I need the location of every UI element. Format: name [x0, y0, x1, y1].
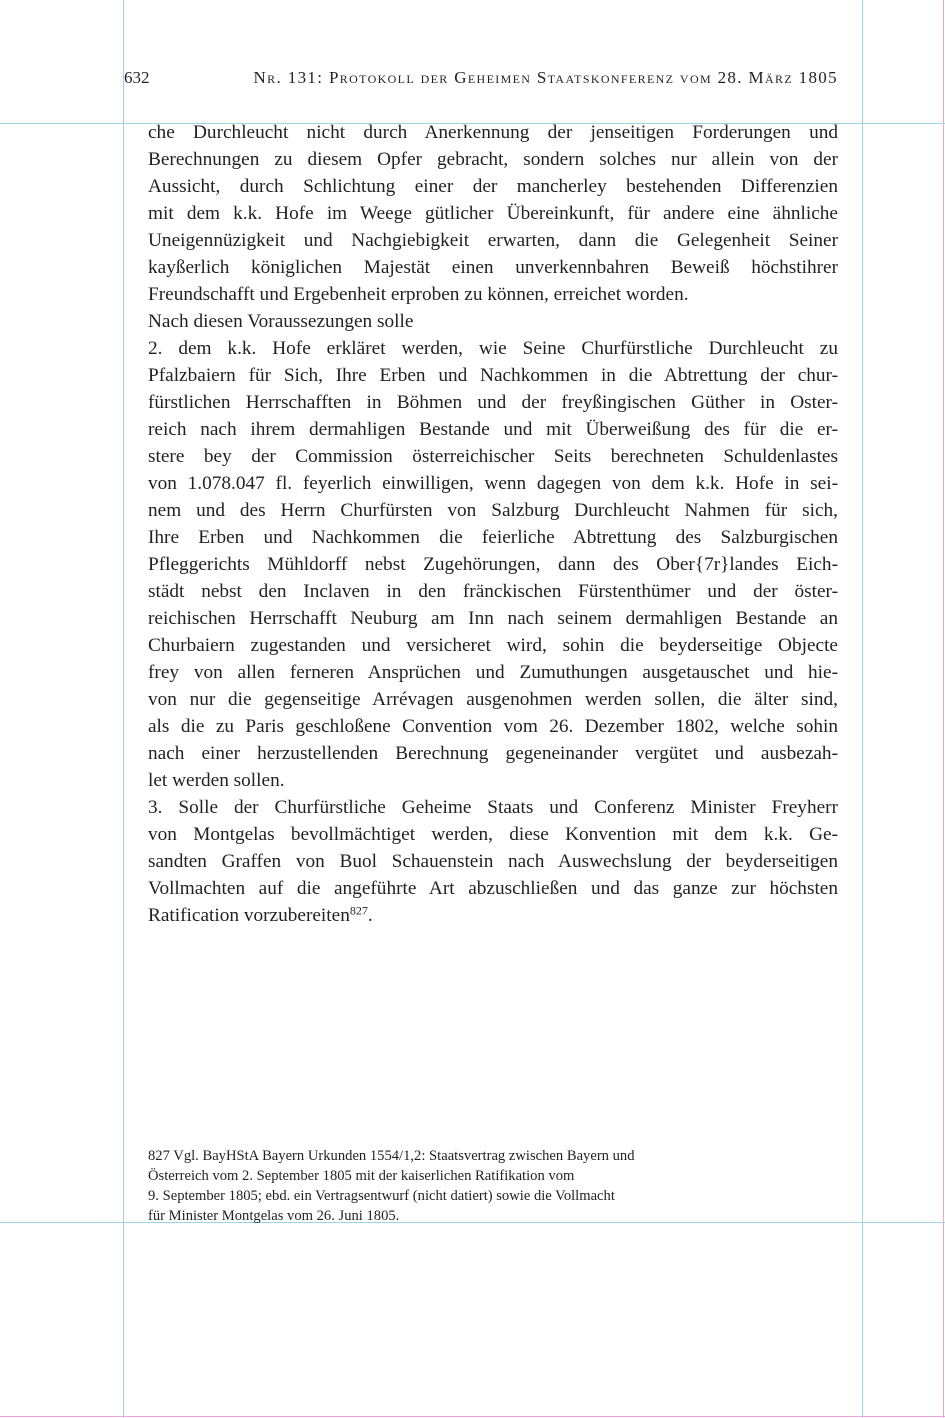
last-line-period: . [367, 905, 373, 926]
text-line: Berechnungen zu diesem Opfer gebracht, sondern solches nur allein von der [148, 149, 838, 170]
text-line: als die zu Paris geschloßene Convention vom 26. Dezember 1802, welche sohin [148, 716, 838, 737]
text-line: Uneigennüzigkeit und Nachgiebigkeit erwarten, dann die Gelegenheit Seiner [148, 230, 838, 251]
text-line: let werden sollen. [148, 770, 285, 791]
text-line: mit dem k.k. Hofe im Weege gütlicher Übereinkunft, für andere eine ähnliche [148, 203, 838, 224]
text-line: Pfalzbaiern für Sich, Ihre Erben und Nachkommen in die Abtrettung der chur- [148, 365, 838, 386]
text-line: fürstlichen Herrschafften in Böhmen und der freyßingischen Güther in Oster- [148, 392, 838, 413]
text-line: reichischen Herrschafft Neuburg am Inn nach seinem dermahligen Bestande an [148, 608, 838, 629]
trim-line-right [943, 0, 944, 1418]
last-line-text: Ratification vorzubereiten [148, 905, 350, 926]
margin-guide-right [862, 0, 863, 1418]
text-line: von nur die gegenseitige Arrévagen ausgenohmen werden sollen, die älter sind, [148, 689, 838, 710]
text-line: 2. dem k.k. Hofe erkläret werden, wie Seine Churfürstliche Durchleucht zu [148, 338, 838, 359]
text-line: Aussicht, durch Schlichtung einer der mancherley bestehenden Differenzien [148, 176, 838, 197]
footnote-line: 9. September 1805; ebd. ein Vertragsentwurf (nicht datiert) sowie die Vollmacht [148, 1188, 615, 1204]
text-line: reich nach ihrem dermahligen Bestande und mit Überweißung des für die er- [148, 419, 838, 440]
text-line: Ihre Erben und Nachkommen die feierliche Abtrettung des Salzburgischen [148, 527, 838, 548]
text-line: nem und des Herrn Churfürsten von Salzburg Durchleucht Nahmen für sich, [148, 500, 838, 521]
footnote-reference: 827 [349, 903, 368, 918]
text-line: sandten Graffen von Buol Schauenstein nach Auswechslung der beyderseitigen [148, 851, 838, 872]
text-line: stere bey der Commission österreichischer Seits berechneten Schuldenlastes [148, 446, 838, 467]
running-head [124, 66, 838, 90]
trim-line-bottom [0, 1416, 945, 1417]
text-line: frey von allen ferneren Ansprüchen und Zumuthungen ausgetauschet und hie- [148, 662, 838, 683]
running-head-title: Nr. 131: Protokoll der Geheimen Staatskonferenz vom 28. März 1805 [253, 68, 838, 87]
text-line: Freundschafft und Ergebenheit erproben zu können, erreichet worden. [148, 284, 689, 305]
text-line-last [148, 902, 838, 929]
body-text [148, 119, 838, 929]
footnote-line: 827 Vgl. BayHStA Bayern Urkunden 1554/1,2: Staatsvertrag zwischen Bayern und [148, 1148, 635, 1164]
footnote-line: für Minister Montgelas vom 26. Juni 1805. [148, 1208, 400, 1224]
text-line: Vollmachten auf die angeführte Art abzuschließen und das ganze zur höchsten [148, 878, 838, 899]
text-line: Churbaiern zugestanden und versicheret wird, sohin die beyderseitige Objecte [148, 635, 838, 656]
text-line: nach einer herzustellenden Berechnung gegeneinander vergütet und ausbezah- [148, 743, 838, 764]
text-line: von 1.078.047 fl. feyerlich einwilligen, wenn dagegen von dem k.k. Hofe in sei- [148, 473, 838, 494]
text-line: kayßerlich königlichen Majestät einen unverkennbahren Beweiß höchstihrer [148, 257, 838, 278]
text-line: Nach diesen Voraussezungen solle [148, 311, 414, 332]
text-line: Pfleggerichts Mühldorff nebst Zugehörungen, dann des Ober{7r}landes Eich- [148, 554, 838, 575]
text-line: 3. Solle der Churfürstliche Geheime Staats und Conferenz Minister Freyherr [148, 797, 838, 818]
footnote [148, 1146, 748, 1226]
margin-guide-left [123, 0, 124, 1418]
footnote-line: Österreich vom 2. September 1805 mit der kaiserlichen Ratifikation vom [148, 1168, 575, 1184]
text-line: von Montgelas bevollmächtiget werden, diese Konvention mit dem k.k. Ge- [148, 824, 838, 845]
text-line: städt nebst den Inclaven in den fränckischen Fürstenthümer und der öster- [148, 581, 838, 602]
text-line: che Durchleucht nicht durch Anerkennung der jenseitigen Forderungen und [148, 122, 838, 143]
page-number: 632 [124, 68, 150, 87]
